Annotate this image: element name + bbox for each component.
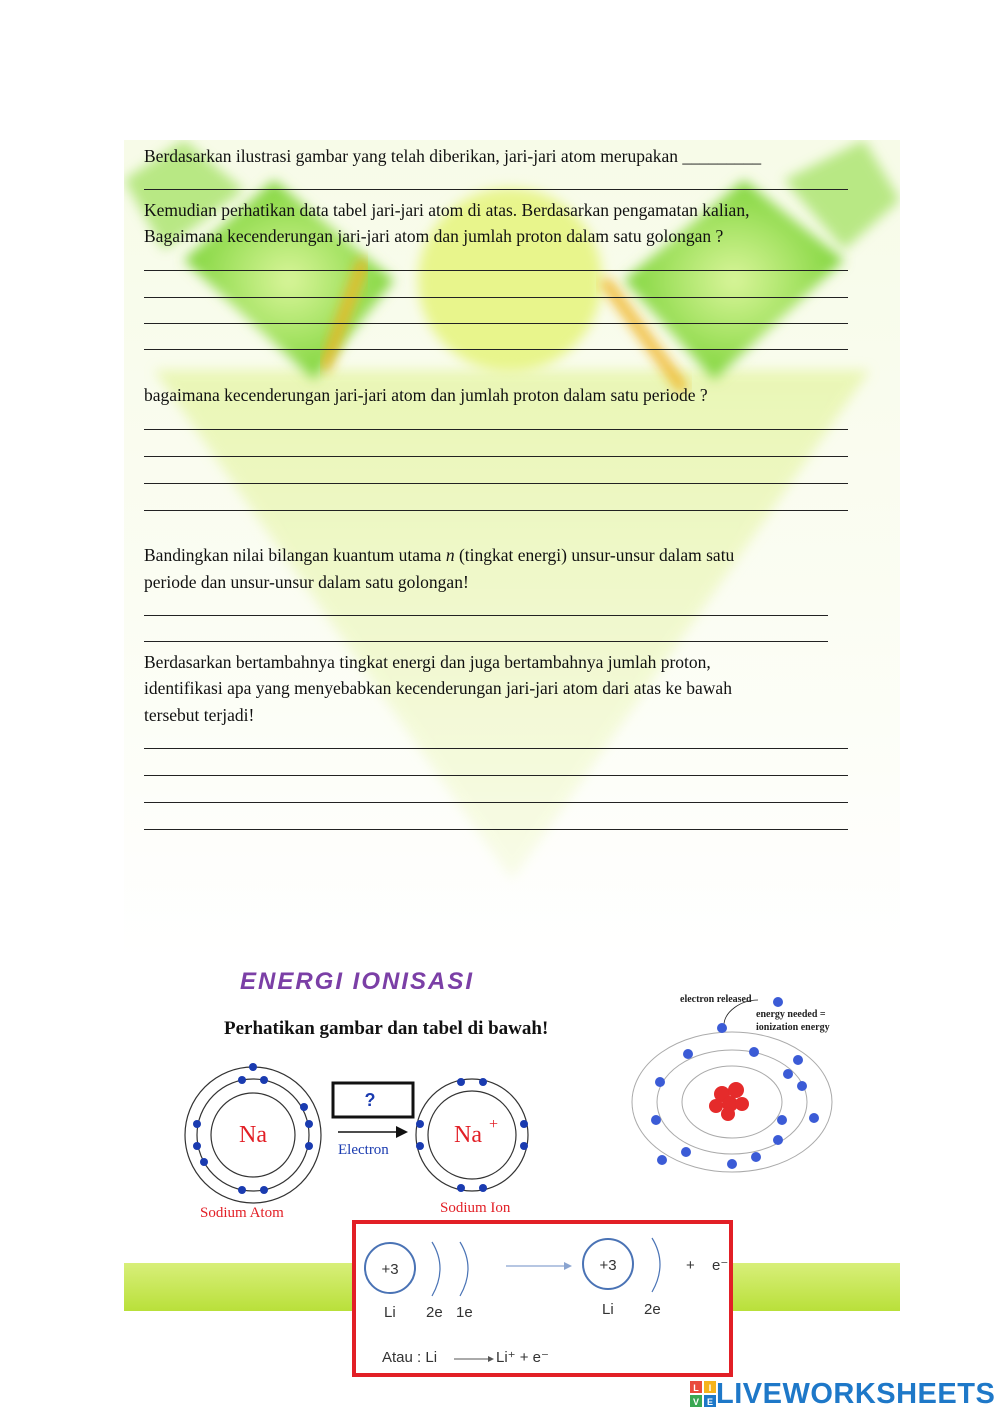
equation-arrow-head-icon	[488, 1356, 494, 1362]
ion-caption: Sodium Ion	[440, 1200, 511, 1216]
question-4-line-2: periode dan unsur-unsur dalam satu golongan!	[144, 572, 469, 592]
answer-line[interactable]	[144, 323, 848, 324]
liveworksheets-logo[interactable]	[690, 1376, 995, 1412]
logo-letter-e: E	[706, 1397, 714, 1407]
answer-line[interactable]	[144, 829, 848, 830]
section-subtitle: Perhatikan gambar dan tabel di bawah!	[224, 1018, 549, 1039]
li-label-right: Li	[602, 1301, 614, 1318]
arrow-label: Electron	[338, 1142, 389, 1158]
li-label-left: Li	[384, 1304, 396, 1321]
question-5-line-2: identifikasi apa yang menyebabkan kecenderungan jari-jari atom dari atas ke bawah	[144, 678, 732, 698]
section-title: ENERGI IONISASI	[240, 968, 475, 995]
released-electron	[773, 997, 783, 1007]
ion-charge: +	[489, 1116, 499, 1133]
question-4-line-1	[144, 542, 734, 568]
question-1-text: Berdasarkan ilustrasi gambar yang telah diberikan, jari-jari atom merupakan _________	[144, 146, 762, 166]
li-charge-right: +3	[599, 1257, 617, 1274]
atau-equation-label: Atau : Li	[382, 1349, 438, 1366]
ionization-energy-diagram	[630, 990, 850, 1180]
arrow-head-icon	[564, 1262, 572, 1270]
question-5-line-3: tersebut terjadi!	[144, 705, 255, 725]
answer-line[interactable]	[144, 641, 828, 642]
arrow-head-icon	[396, 1126, 408, 1138]
atom-symbol: Na	[239, 1122, 267, 1148]
answer-line[interactable]	[144, 775, 848, 776]
question-5-line-1: Berdasarkan bertambahnya tingkat energi dan juga bertambahnya jumlah proton,	[144, 652, 711, 672]
atom-caption: Sodium Atom	[200, 1205, 284, 1221]
answer-line[interactable]	[144, 748, 848, 749]
ion-symbol: Na	[454, 1122, 482, 1148]
answer-line[interactable]	[144, 349, 848, 350]
answer-line[interactable]	[144, 456, 848, 457]
sodium-ion	[416, 1078, 528, 1192]
question-4-text-a: Bandingkan nilai bilangan kuantum utama	[144, 545, 446, 565]
energy-needed-label: energy needed =	[756, 1009, 826, 1020]
answer-line[interactable]	[144, 510, 848, 511]
answer-line[interactable]	[144, 270, 848, 271]
liveworksheets-logo-icon	[690, 1381, 716, 1407]
answer-line[interactable]	[144, 189, 848, 190]
question-2-line-1: Kemudian perhatikan data tabel jari-jari atom di atas. Berdasarkan pengamatan kalian,	[144, 200, 750, 220]
answer-line[interactable]	[144, 802, 848, 803]
quantum-number-n: n	[445, 545, 455, 565]
shell-1e: 1e	[456, 1304, 473, 1321]
question-4-text-b: (tingkat energi) unsur-unsur dalam satu	[454, 545, 735, 565]
liveworksheets-logo-text: LIVEWORKSHEETS	[716, 1377, 996, 1410]
li-charge-left: +3	[381, 1261, 399, 1278]
answer-line[interactable]	[144, 429, 848, 430]
electron-released-label: electron released	[680, 994, 752, 1005]
equation-product: Li⁺ + e⁻	[496, 1349, 549, 1366]
shell-2e-right: 2e	[644, 1301, 661, 1318]
answer-line[interactable]	[144, 483, 848, 484]
released-electron-symbol: e⁻	[712, 1257, 729, 1274]
question-3-text: bagaimana kecenderungan jari-jari atom dan jumlah proton dalam satu periode ?	[144, 385, 708, 405]
logo-letter-i: I	[708, 1383, 712, 1393]
sodium-atom	[185, 1063, 321, 1203]
question-2-line-2: Bagaimana kecenderungan jari-jari atom dan jumlah proton dalam satu golongan ?	[144, 226, 724, 246]
answer-line[interactable]	[144, 615, 828, 616]
logo-letter-v: V	[692, 1397, 700, 1407]
answer-line[interactable]	[144, 297, 848, 298]
answer-box-placeholder: ?	[364, 1090, 376, 1110]
nucleus	[709, 1082, 749, 1121]
lithium-ionization-box	[352, 1220, 733, 1377]
logo-letter-l: L	[693, 1383, 699, 1393]
shell-2e-left: 2e	[426, 1304, 443, 1321]
plus-sign: +	[686, 1257, 695, 1274]
ionization-energy-label: ionization energy	[756, 1022, 830, 1033]
